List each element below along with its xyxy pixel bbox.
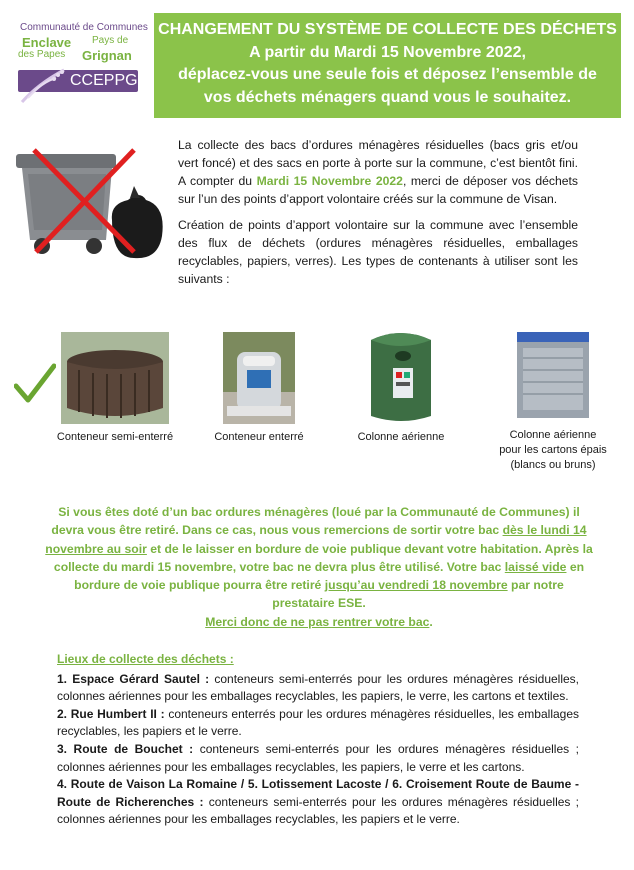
logo-des-papes-text: des Papes (18, 49, 66, 60)
logo-pays-text: Pays de (92, 35, 129, 46)
cceppg-logo (12, 22, 148, 108)
notice-date-2: jusqu’au vendredi 18 novembre (324, 578, 508, 593)
semi-buried-container-icon (61, 332, 169, 424)
banner-line-2: A partir du Mardi 15 Novembre 2022, (249, 43, 526, 61)
lavender-icon (18, 64, 68, 104)
container-label: Colonne aérienne (357, 431, 445, 443)
intro-paragraph-2: Création de points d’apport volontaire sur la commune avec l’ensemble des flux de déchets (ordures ménagères résiduelles, emballages recyclables, papiers, verres). Les types de contenants à utiliser sont les suivants : (178, 218, 578, 286)
logo-enclave-text: Enclave (22, 35, 72, 50)
banner-line-3: déplacez-vous une seule fois et déposez l’ensemble de (178, 66, 597, 83)
container-label: Conteneur semi-enterré (56, 431, 174, 443)
notice-empty: laissé vide (504, 559, 567, 574)
cardboard-column-icon (513, 326, 593, 422)
logo-acronym: CCEPPG (70, 72, 138, 89)
place-item: 2. Rue Humbert II : conteneurs enterrés pour les ordures ménagères résiduelles, les emballages recyclables, les papiers et le verre. (57, 706, 580, 739)
container-label: Conteneur enterré (214, 431, 304, 443)
banner-line-4: vos déchets ménagers quand vous le souhaitez. (203, 88, 572, 106)
container-label-line-2: pour les cartons épais (499, 444, 607, 456)
place-item: 4. Route de Vaison La Romaine / 5. Lotissement Lacoste / 6. Croisement Route de Baume - Route de Richerenches : conteneurs semi-enterrés pour les ordures ménagères résiduelles ; colonnes aériennes pour les emballages recyclables, les papiers et le verre. (57, 777, 579, 827)
trash-bag-icon (112, 186, 163, 258)
container-label-line-1: Colonne aérienne (509, 429, 597, 441)
buried-container-icon (223, 332, 295, 424)
crossed-out-bin-illustration (10, 140, 170, 265)
notice-date-1: dès le lundi 14 novembre au soir (45, 523, 587, 556)
place-item: 1. Espace Gérard Sautel : conteneurs semi-enterrés pour les ordures ménagères résiduelles, colonnes aériennes pour les emballages recyclables, les papiers, le verre, les cartons et textiles. (57, 671, 580, 704)
notice-closing: Merci donc de ne pas rentrer votre bac (205, 614, 430, 629)
container-types (0, 322, 634, 492)
container-label-line-3: (blancs ou bruns) (510, 459, 596, 471)
collection-places (57, 651, 579, 829)
bin-removal-notice: Si vous êtes doté d’un bac ordures ménagères (loué par la Communauté de Communes) il devra vous être retiré. Dans ce cas, nous vous remercions de sortir votre bac dès le lundi 14 novembre au soir et de le laisser en bordure de voie publique devant votre habitation. Après la collecte du mardi 15 novembre, votre bac ne devra plus être utilisé. Votre bac laissé vide en bordure de voie publique pourra être retiré jusqu’au vendredi 18 novembre par notre prestataire ESE. Merci donc de ne pas rentrer votre bac. (45, 505, 593, 629)
container-aerial (346, 330, 456, 445)
container-aerial-cardboard (488, 326, 618, 473)
places-title: Lieux de collecte des déchets : (57, 652, 234, 666)
container-buried (204, 332, 314, 445)
place-item: 3. Route de Bouchet : conteneurs semi-enterrés pour les ordures ménagères résiduelles ; colonnes aériennes pour les emballages recyclables, les papiers, le verre et les cartons. (57, 741, 579, 774)
logo-grignan-text: Grignan (82, 48, 132, 63)
grey-bin-icon (16, 154, 116, 254)
headline-banner (154, 13, 621, 118)
start-date: Mardi 15 Novembre 2022 (256, 174, 403, 188)
aerial-column-icon (365, 330, 437, 424)
container-semi-buried (50, 332, 180, 445)
intro-paragraph-1: La collecte des bacs d’ordures ménagères résiduelles (bacs gris et/ou vert foncé) et des sacs en porte à porte sur la commune, c’est bientôt fini. A compter du Mardi 15 Novembre 2022, merci de déposer vos déchets sur l’un des points d’apport volontaire créés sur la commune de Visan. (178, 138, 579, 206)
banner-line-1: CHANGEMENT DU SYSTÈME DE COLLECTE DES DÉCHETS (158, 21, 617, 38)
intro-text (178, 136, 578, 296)
logo-community-text: Communauté de Communes (20, 22, 148, 33)
